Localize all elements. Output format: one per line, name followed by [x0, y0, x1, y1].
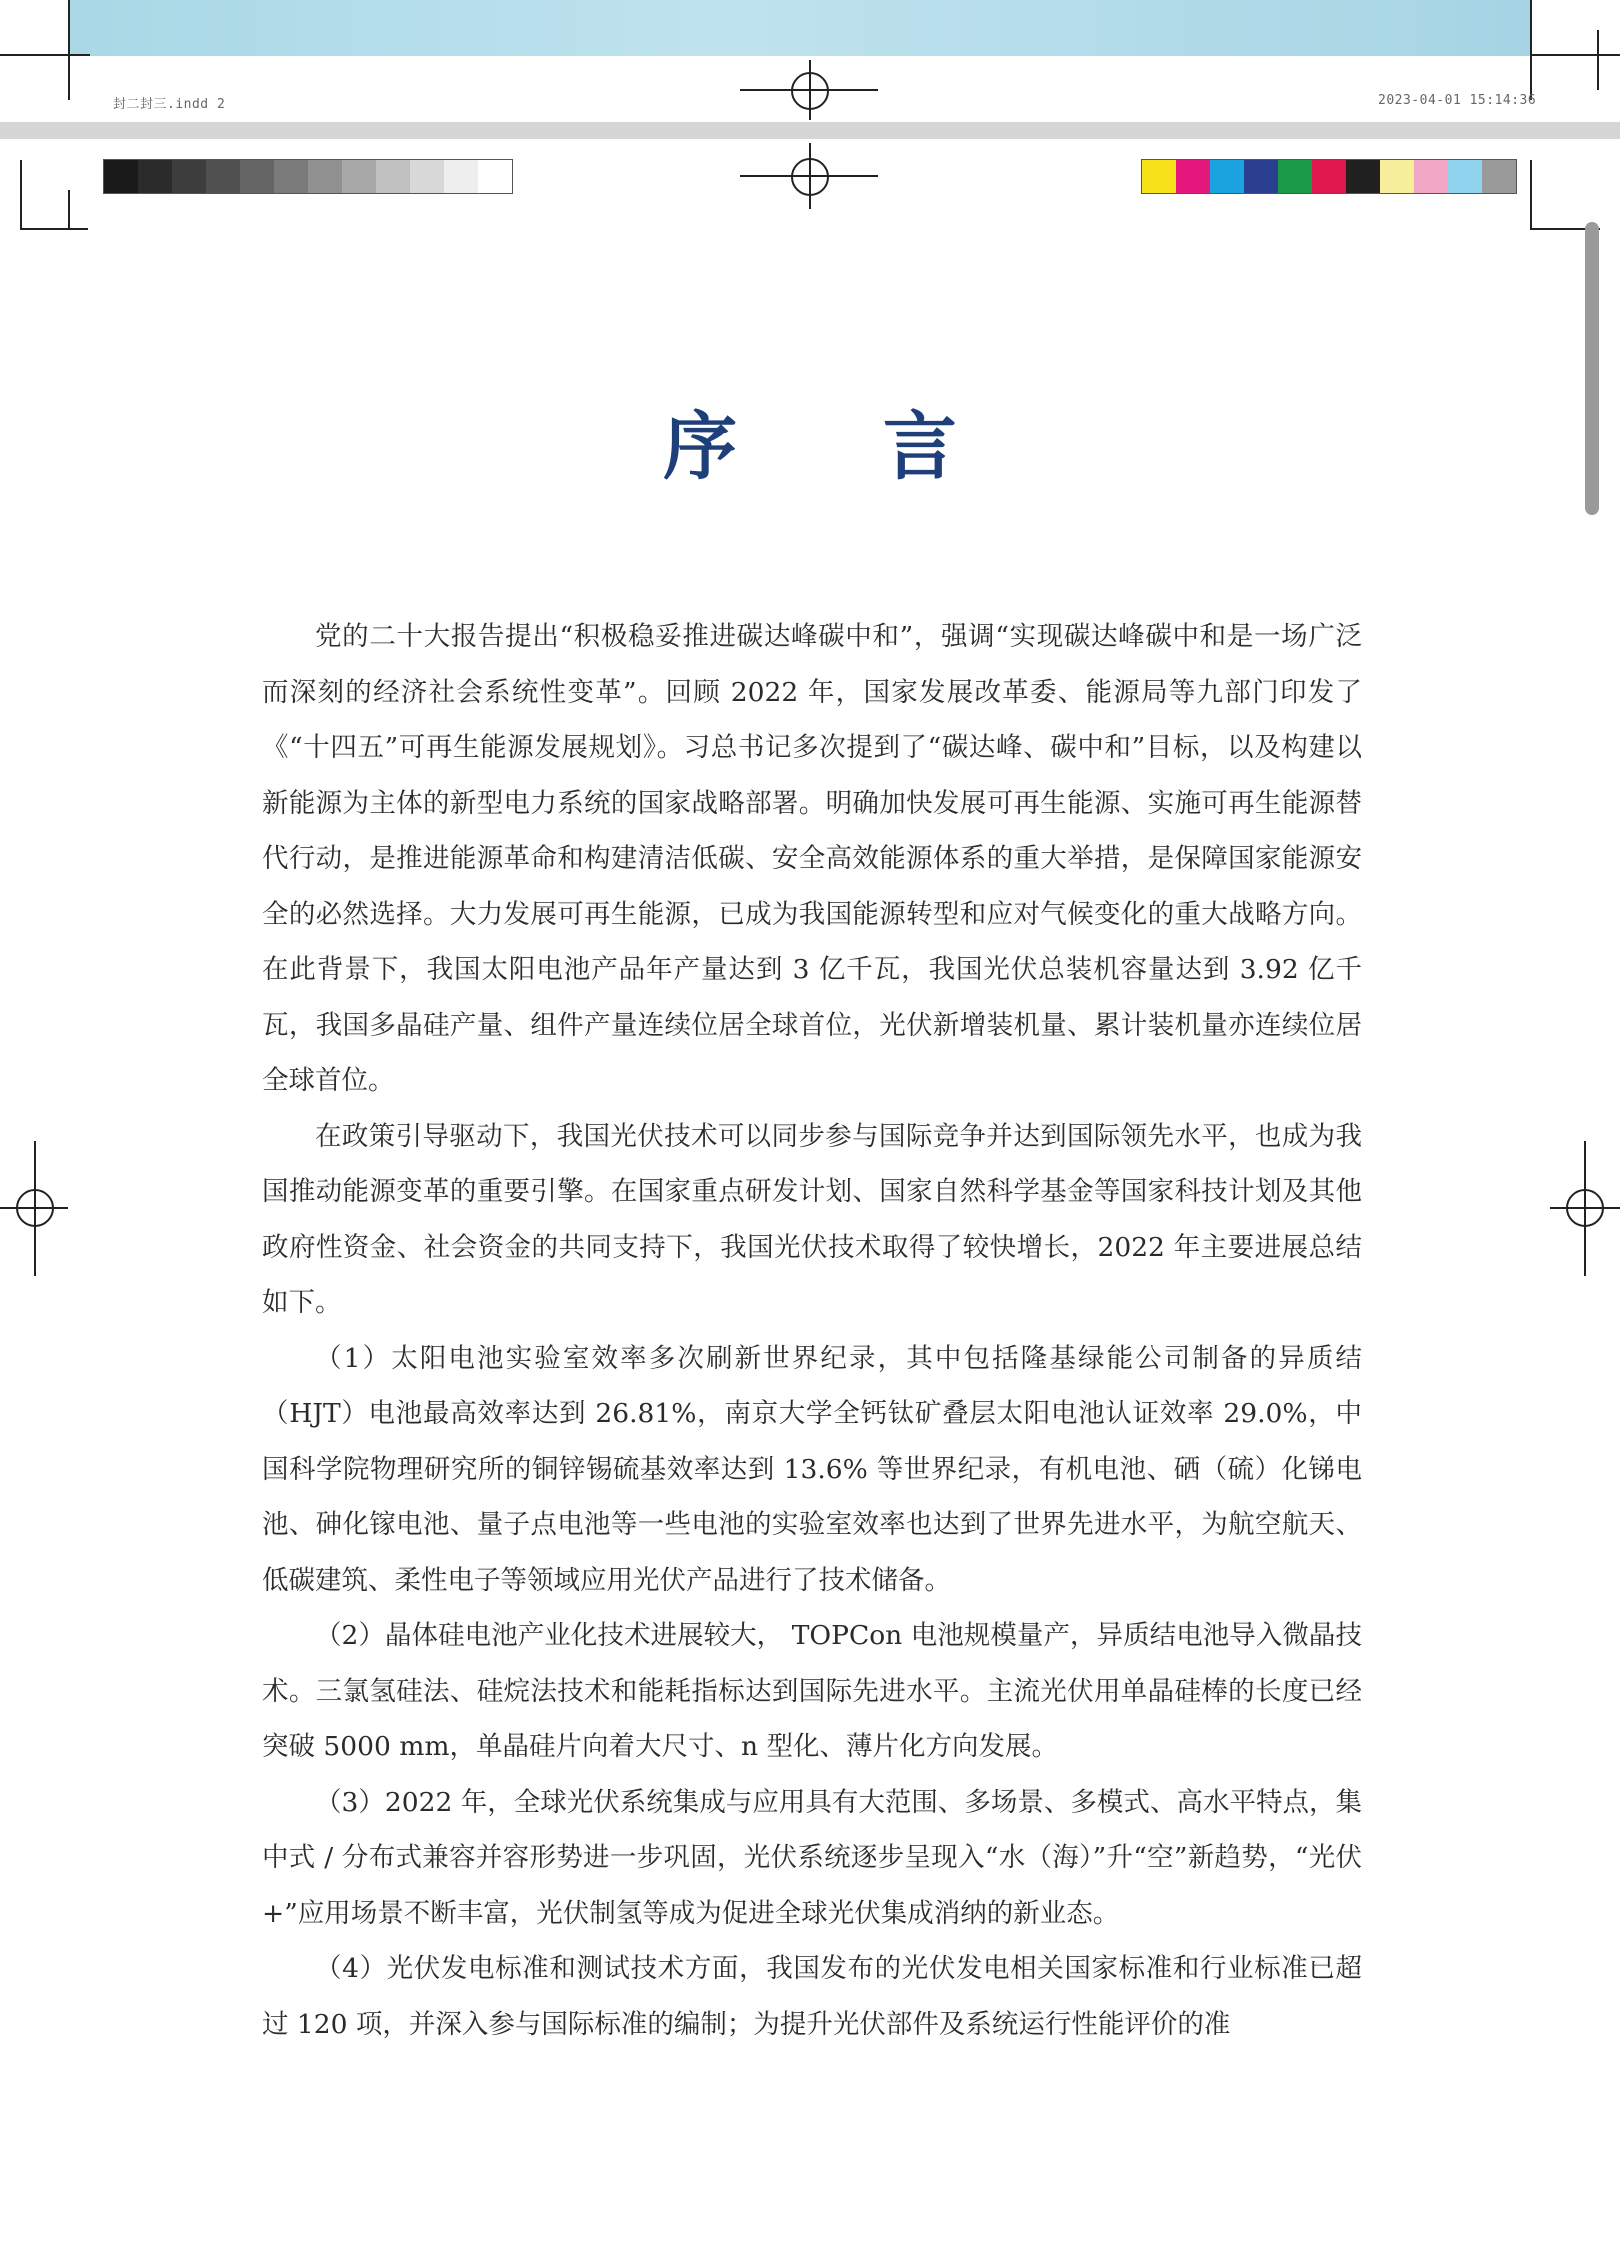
- slug-datetime: 2023-04-01 15:14:36: [1378, 93, 1537, 108]
- slug-file-label: 封二封三.indd 2: [113, 97, 226, 112]
- color-swatch: [410, 160, 444, 193]
- color-swatch: [1346, 160, 1380, 193]
- color-swatch: [1142, 160, 1176, 193]
- paragraph: 党的二十大报告提出“积极稳妥推进碳达峰碳中和”，强调“实现碳达峰碳中和是一场广泛而深刻的经济社会系统性变革”。回顾 2022 年，国家发展改革委、能源局等九部门印发了《“十四五”可再生能源发展规划》。习总书记多次提到了“碳达峰、碳中和”目标，以及构建以新能源为主体的新型电力系统的国家战略部署。明确加快发展可再生能源、实施可再生能源替代行动，是推进能源革命和构建清洁低碳、安全高效能源体系的重大举措，是保障国家能源安全的必然选择。大力发展可再生能源，已成为我国能源转型和应对气候变化的重大战略方向。在此背景下，我国太阳电池产品年产量达到 3 亿千瓦，我国光伏总装机容量达到 3.92 亿千瓦，我国多晶硅产量、组件产量连续位居全球首位，光伏新增装机量、累计装机量亦连续位居全球首位。: [262, 621, 1362, 1096]
- crop-mark: [1530, 0, 1532, 100]
- crop-mark: [1530, 160, 1532, 230]
- page-title: 序 言: [663, 404, 1017, 490]
- registration-mark: [1566, 1189, 1604, 1227]
- process-color-bar: [1141, 159, 1517, 194]
- color-swatch: [1244, 160, 1278, 193]
- paragraph: （3）2022 年，全球光伏系统集成与应用具有大范围、多场景、多模式、高水平特点，集中式 / 分布式兼容并容形势进一步巩固，光伏系统逐步呈现入“水（海）”升“空”新趋势，“光伏 +”应用场景不断丰富，光伏制氢等成为促进全球光伏集成消纳的新业态。: [262, 1786, 1362, 1929]
- color-swatch: [1312, 160, 1346, 193]
- preface-body: [262, 609, 1362, 2052]
- paragraph: （2）晶体硅电池产业化技术进展较大， TOPCon 电池规模量产，异质结电池导入微晶技术。三氯氢硅法、硅烷法技术和能耗指标达到国际先进水平。主流光伏用单晶硅棒的长度已经突破 5000 mm，单晶硅片向着大尺寸、n 型化、薄片化方向发展。: [262, 1620, 1362, 1762]
- color-swatch: [376, 160, 410, 193]
- color-swatch: [274, 160, 308, 193]
- header-color-band: [68, 0, 1530, 56]
- grayscale-color-bar: [103, 159, 513, 194]
- registration-mark: [791, 72, 829, 110]
- color-swatch: [1414, 160, 1448, 193]
- color-swatch: [240, 160, 274, 193]
- color-swatch: [1176, 160, 1210, 193]
- crop-mark: [1597, 30, 1599, 90]
- color-swatch: [138, 160, 172, 193]
- color-swatch: [172, 160, 206, 193]
- color-swatch: [1448, 160, 1482, 193]
- slug-bar: [0, 122, 1620, 139]
- color-swatch: [308, 160, 342, 193]
- crop-mark: [0, 54, 90, 56]
- crop-mark: [68, 0, 70, 100]
- color-swatch: [104, 160, 138, 193]
- crop-mark: [20, 160, 22, 230]
- crop-mark: [1530, 54, 1620, 56]
- registration-mark: [791, 158, 829, 196]
- color-swatch: [342, 160, 376, 193]
- color-swatch: [478, 160, 512, 193]
- registration-mark: [16, 1189, 54, 1227]
- paragraph: 在政策引导驱动下，我国光伏技术可以同步参与国际竞争并达到国际领先水平，也成为我国推动能源变革的重要引擎。在国家重点研发计划、国家自然科学基金等国家科技计划及其他政府性资金、社会资金的共同支持下，我国光伏技术取得了较快增长，2022 年主要进展总结如下。: [262, 1120, 1362, 1318]
- color-swatch: [206, 160, 240, 193]
- paragraph: （4）光伏发电标准和测试技术方面，我国发布的光伏发电相关国家标准和行业标准已超过 120 项，并深入参与国际标准的编制；为提升光伏部件及系统运行性能评价的准: [262, 1953, 1362, 2040]
- color-swatch: [1278, 160, 1312, 193]
- color-swatch: [444, 160, 478, 193]
- color-swatch: [1482, 160, 1516, 193]
- paragraph: （1）太阳电池实验室效率多次刷新世界纪录，其中包括隆基绿能公司制备的异质结（HJT）电池最高效率达到 26.81%，南京大学全钙钛矿叠层太阳电池认证效率 29.0%，中国科学院物理研究所的铜锌锡硫基效率达到 13.6% 等世界纪录，有机电池、硒（硫）化锑电池、砷化镓电池、量子点电池等一些电池的实验室效率也达到了世界先进水平，为航空航天、低碳建筑、柔性电子等领域应用光伏产品进行了技术储备。: [262, 1342, 1362, 1596]
- color-swatch: [1380, 160, 1414, 193]
- crop-mark: [20, 228, 88, 230]
- color-swatch: [1210, 160, 1244, 193]
- crop-mark: [68, 190, 70, 230]
